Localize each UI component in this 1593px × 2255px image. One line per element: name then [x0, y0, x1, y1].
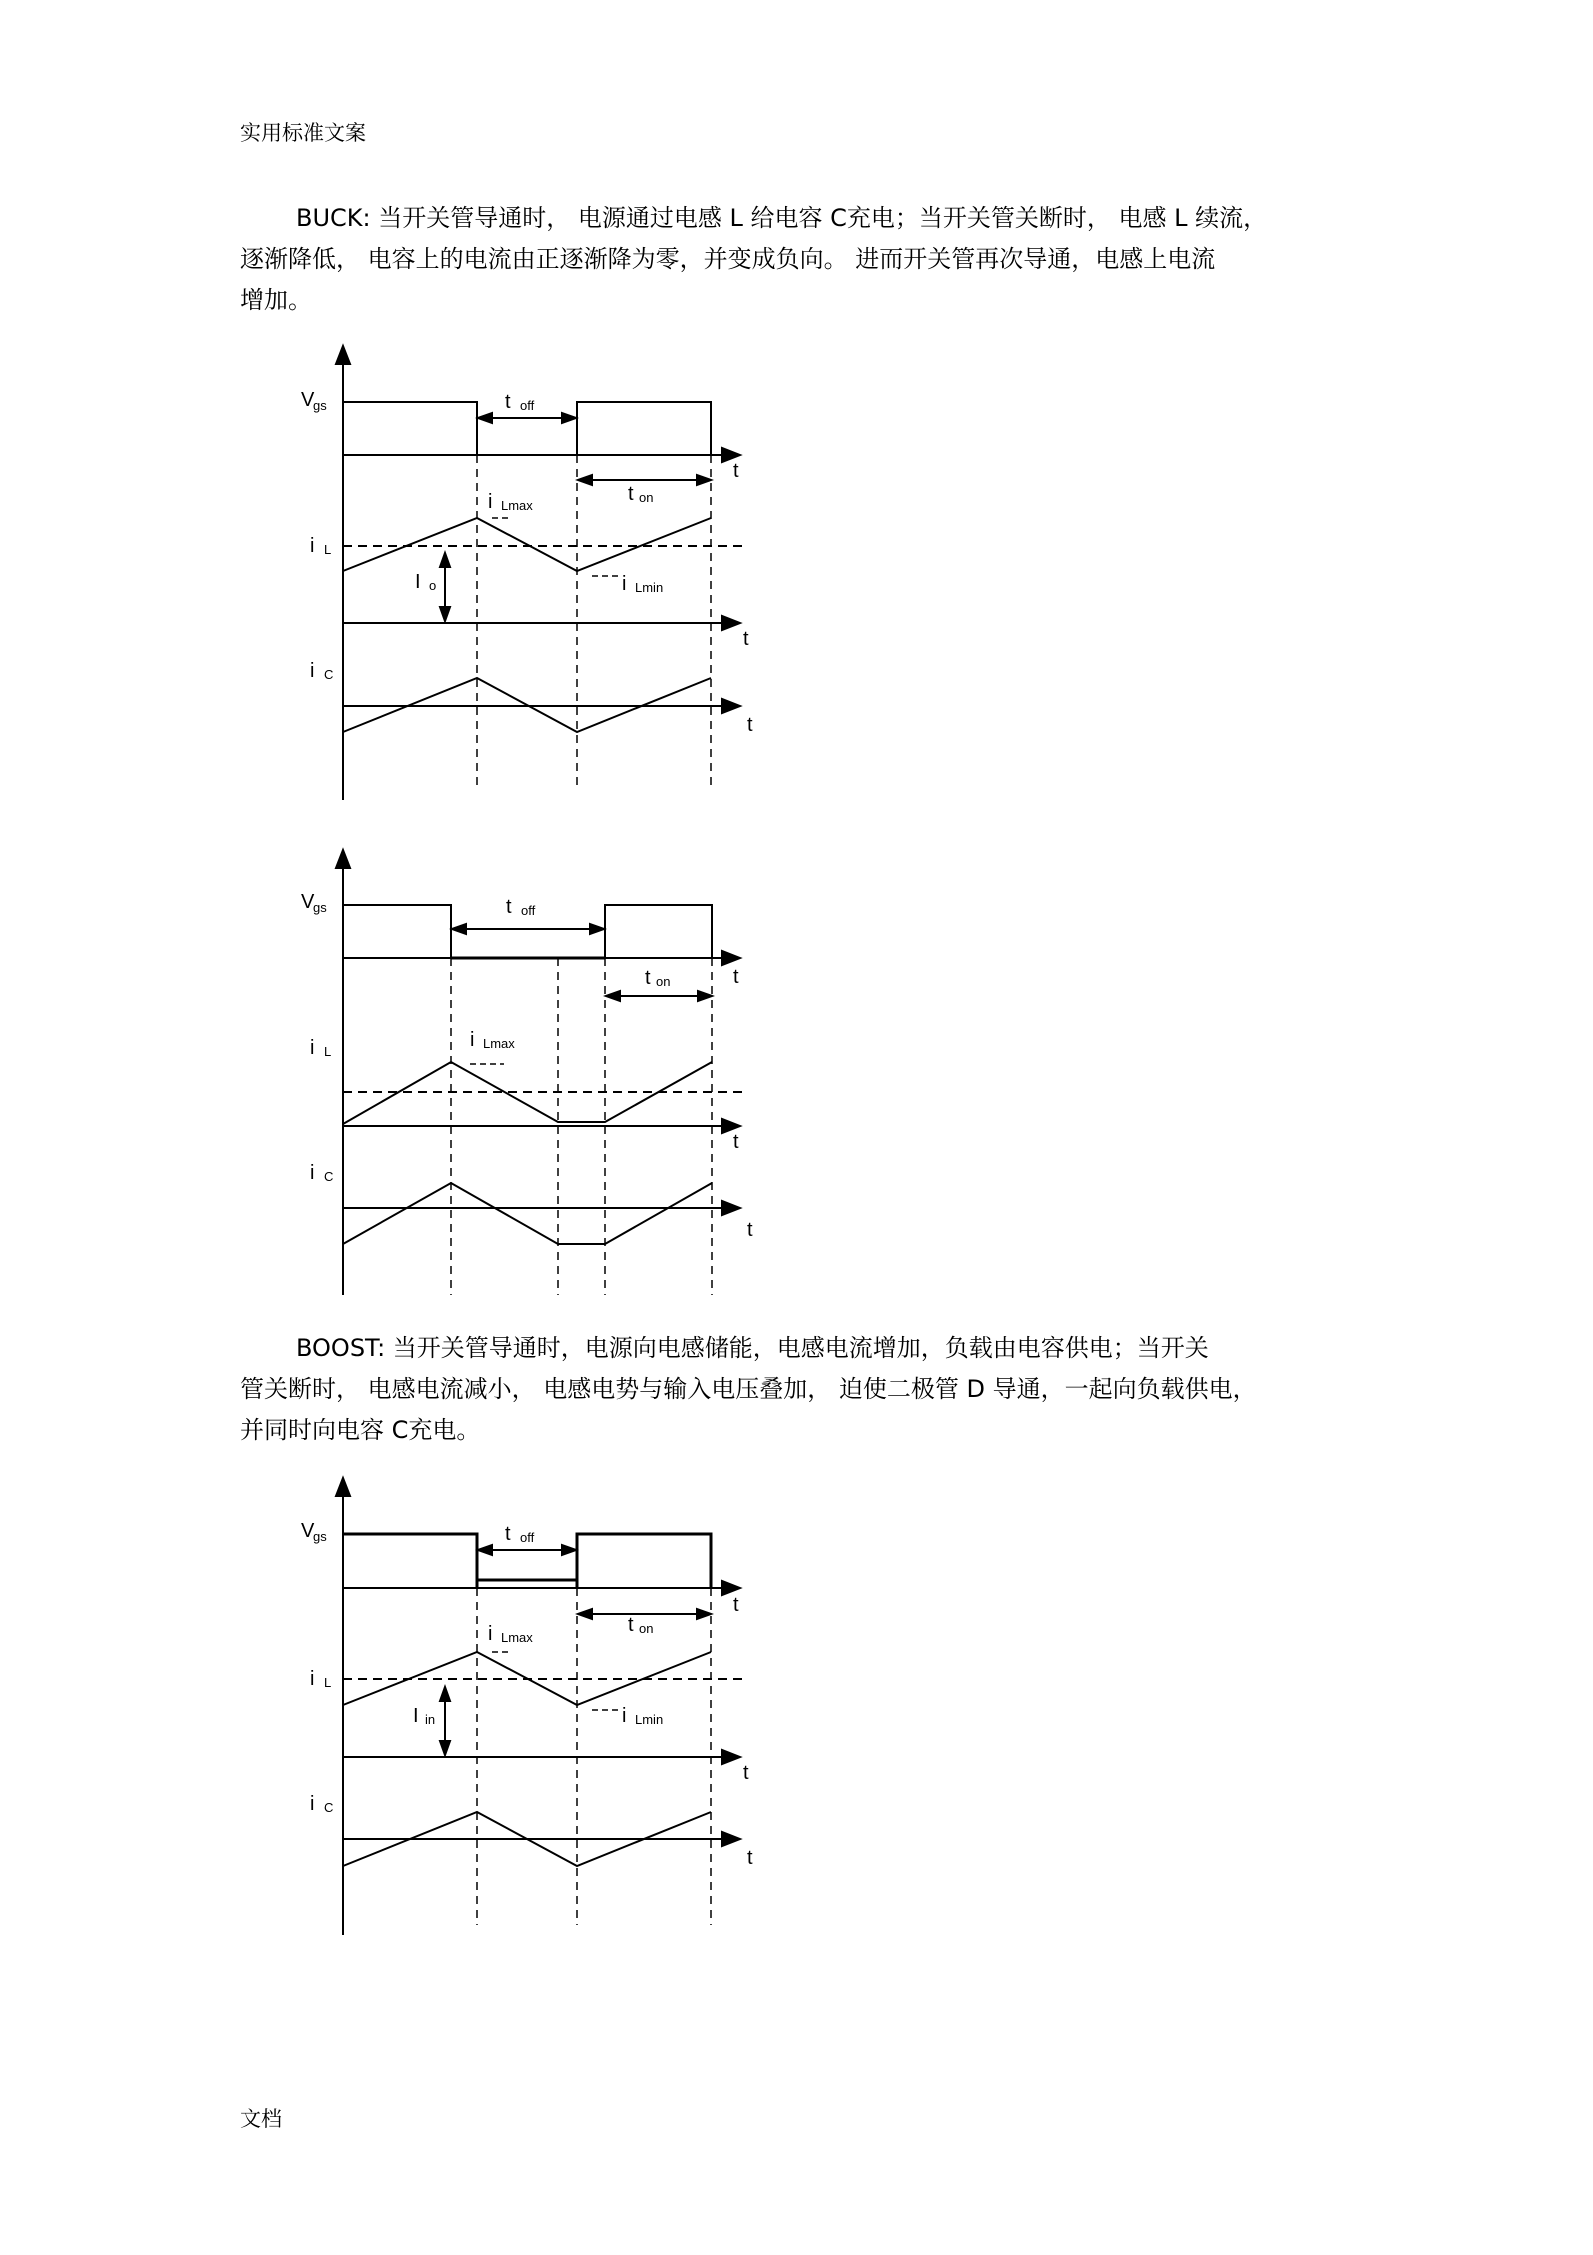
fig3-iin-label: I — [413, 1705, 419, 1727]
fig3-ton-label: t — [628, 1614, 634, 1636]
fig1-ton-label: t — [628, 483, 634, 505]
svg-text:L: L — [324, 1675, 332, 1690]
page-header: 实用标准文案 — [240, 121, 366, 145]
buck-line-2: 逐渐降低， 电容上的电流由正逐渐降为零，并变成负向。 进而开关管再次导通，电感上电流 — [240, 245, 1216, 273]
buck-line-1: BUCK: 当开关管导通时， 电源通过电感 L 给电容 C充电；当开关管关断时， 电感 L 续流， — [296, 204, 1268, 232]
svg-text:off: off — [520, 1530, 535, 1545]
fig3-vgs-pulse-2 — [577, 1534, 711, 1587]
fig2-vgs-label: V — [301, 891, 315, 913]
svg-text:C: C — [324, 667, 334, 682]
boost-line-1: BOOST: 当开关管导通时，电源向电感储能，电感电流增加，负载由电容供电；当开关 — [296, 1334, 1209, 1362]
svg-text:Lmax: Lmax — [483, 1036, 515, 1051]
fig2-toff-label: t — [506, 896, 512, 918]
fig1-t-label-3: t — [747, 714, 753, 736]
svg-text:C: C — [324, 1800, 334, 1815]
svg-text:o: o — [429, 578, 437, 593]
svg-text:on: on — [639, 490, 654, 505]
fig3-ilmax-label: i — [488, 1623, 493, 1645]
fig1-ilmax-label: i — [488, 491, 493, 513]
svg-text:off: off — [520, 398, 535, 413]
svg-text:gs: gs — [313, 398, 327, 413]
fig2-il-label: i — [310, 1037, 315, 1059]
fig2-ilmax-label: i — [470, 1029, 475, 1051]
fig3-t-label-2: t — [743, 1762, 749, 1784]
page-footer: 文档 — [240, 2107, 282, 2131]
fig2-t-label-3: t — [747, 1219, 753, 1241]
svg-text:L: L — [324, 542, 332, 557]
fig3-t-label-3: t — [747, 1847, 753, 1869]
svg-text:in: in — [425, 1712, 436, 1727]
svg-text:on: on — [656, 974, 671, 989]
svg-text:off: off — [521, 903, 536, 918]
boost-line-3: 并同时向电容 C充电。 — [240, 1416, 481, 1444]
fig3-vgs-label: V — [301, 1520, 315, 1542]
fig2-ic-label: i — [310, 1162, 315, 1184]
fig3-toff-label: t — [505, 1523, 511, 1545]
svg-text:on: on — [639, 1621, 654, 1636]
svg-text:gs: gs — [313, 1529, 327, 1544]
buck-line-3: 增加。 — [240, 286, 312, 314]
fig1-il-label: i — [310, 535, 315, 557]
fig3-vgs-pulse-1 — [343, 1534, 477, 1587]
fig1-t-label-1: t — [733, 460, 739, 482]
fig2-t-label-2: t — [733, 1131, 739, 1153]
fig2-t-label-1: t — [733, 966, 739, 988]
svg-text:C: C — [324, 1169, 334, 1184]
svg-text:Lmin: Lmin — [635, 580, 664, 595]
fig3-ic-label: i — [310, 1793, 315, 1815]
svg-text:Lmin: Lmin — [635, 1712, 664, 1727]
fig1-t-label-2: t — [743, 628, 749, 650]
svg-text:Lmax: Lmax — [501, 498, 533, 513]
fig1-io-label: I — [415, 571, 421, 593]
fig3-t-label-1: t — [733, 1594, 739, 1616]
boost-line-2: 管关断时， 电感电流减小， 电感电势与输入电压叠加， 迫使二极管 D 导通，一起向负载供电， — [240, 1375, 1257, 1403]
fig2-ton-label: t — [645, 967, 651, 989]
fig3-ilmin-label: i — [622, 1705, 627, 1727]
fig1-vgs-label: V — [301, 389, 315, 411]
svg-text:L: L — [324, 1044, 332, 1059]
fig1-ilmin-label: i — [622, 573, 627, 595]
svg-text:Lmax: Lmax — [501, 1630, 533, 1645]
svg-text:gs: gs — [313, 900, 327, 915]
fig1-toff-label: t — [505, 391, 511, 413]
fig1-ic-label: i — [310, 660, 315, 682]
fig3-il-label: i — [310, 1668, 315, 1690]
